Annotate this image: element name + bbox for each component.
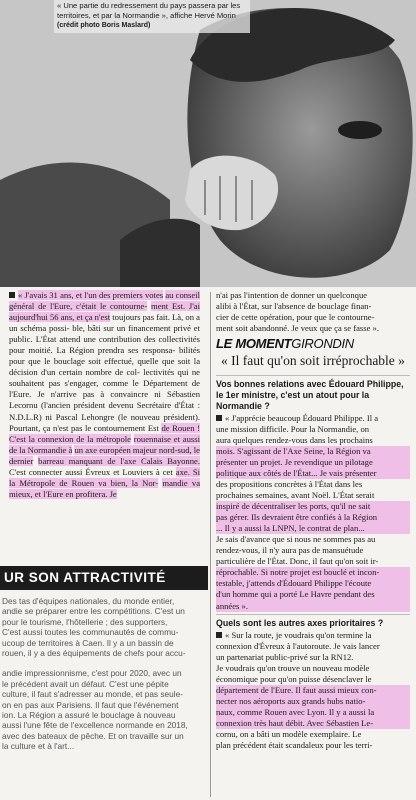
text-line: connexion d'Évreux à l'autoroute. Je vais lancer — [216, 640, 380, 651]
text-line: lectivités qui ne souhaitent pas s'engager, — [9, 367, 200, 389]
text-line: mandie va mieux, et l'Eure en profitera. Je — [9, 477, 201, 499]
text-line: testable, j'attends d'Édouard Philippe l'écoute — [216, 578, 410, 589]
text-line: ion. La Région a assuré le bouclage à nouveau — [2, 710, 176, 721]
text-line: aura quelques rendez-vous dans les prochains — [216, 434, 373, 445]
text-line: plan précédent était scandaleux pour les terri- — [216, 740, 373, 751]
text-line: des propositions concrètes à l'État dans les — [216, 479, 363, 490]
text-line: rouennaise et aussi de la Normandie à — [9, 433, 200, 455]
question-heading: Quels sont les autres axes prioritaires ? — [216, 614, 410, 629]
text-line: comme le Département de l'Eure. Je n'arrive — [9, 378, 200, 400]
rubric-part-2: GIRONDIN — [291, 336, 354, 352]
text-line: département de l'Eure. Il faut aussi mieux con- — [216, 685, 410, 696]
text-line: bilités pour que le bouclage soit effectué, quelle — [9, 345, 200, 367]
caption-text: « Une partie du redressement du pays passera par les territoires, et par la Normandie », affiche Hervé Morin — [57, 1, 241, 20]
text-line: président devenu Secrétaire d'État : N.D.L.R) — [9, 400, 200, 422]
rubric-part-1: LE MOMENT — [216, 336, 292, 352]
text-line: on en pas aux Parisiens. Il faut que l'événement — [2, 699, 179, 710]
text-line: C'est aussi toutes les communautés de commu- — [2, 627, 179, 638]
text-line: particulière de l'État. Donc, il faut qu'on soit ir- — [216, 556, 379, 567]
text-line: la culture et à l'art... — [2, 741, 75, 752]
text-line: pour moitié. La Région prendra ses responsa- — [9, 345, 176, 356]
text-line: que soit la décision d'un certain nombre de col- — [9, 356, 201, 378]
text-line: un axe européen majeur nord-sud, le dernier — [9, 444, 200, 466]
text-line: d'un homme qui a porté Le Havre pendant des — [216, 589, 410, 600]
text-line: pas gérer. Ils devraient être confiés à la Région — [216, 512, 410, 523]
pull-quote: « Il faut qu'on soit irréprochable » — [221, 353, 405, 369]
text-line: présenter un projet. Je revendique un pilotage — [216, 457, 410, 468]
text-line: ment Est. J'ai aujourd'hui 56 ans, et ça n'est — [9, 301, 200, 323]
text-line: necter nos aéroports aux grands hubs natio- — [216, 696, 410, 707]
text-line: de Rouen ! C'est la connexion de la métropole — [9, 422, 200, 444]
text-line — [216, 413, 410, 424]
bullet-square-icon — [216, 415, 222, 421]
question-heading: Vos bonnes relations avec Édouard Philippe, le 1er ministre, c'est un atout pour la Normandie ? — [216, 375, 410, 412]
text-line: connexion très haut débit. Avec Sébastien Le- — [216, 718, 410, 729]
article-right-column — [214, 290, 414, 800]
text-line: Des tas d'équipes nationales, du monde entier, — [2, 596, 175, 606]
text-line: culture, il faut s'adresser au monde, et pas seule- — [2, 689, 183, 700]
text-line: prochaines semaines, avant Noël. L'État serait — [216, 490, 375, 501]
photo-credit: (crédit photo Boris Maslard) — [57, 22, 151, 29]
text-line: rendez-vous, il n'y aura pas de mansuétude — [216, 545, 364, 556]
text-line: inspiré de décentraliser les ports, qu'il ne sait — [216, 501, 410, 512]
text-line: Je sais d'avance que si nous ne sommes pas au — [216, 534, 376, 545]
portrait-illustration — [0, 0, 416, 287]
text-line: pas à convaincre ni Sébastien Lecornu (l'ancien — [9, 389, 200, 411]
text-line: naux, comme Rouen avec Lyon. Il y a aussi la — [216, 707, 410, 718]
text-line: andie impressionnisme, c'est pour 2020, avec un — [2, 668, 182, 679]
text-line: réprochable. Si notre projet est bouclé et incon- — [216, 567, 410, 578]
spacer — [2, 658, 202, 668]
left-paragraph — [9, 290, 200, 500]
text-line: le précédent avait un défaut. C'est une pépite — [2, 678, 169, 689]
text-line: une mission difficile. Pour la Normandie, on — [216, 423, 370, 434]
text-line-content: « Sur la route, je voudrais qu'on termine la — [225, 629, 372, 640]
text-line: économique pour qu'on puisse désenclaver le — [216, 673, 372, 684]
text-line: andie se préparer entre les compétitions. C'est un — [2, 606, 185, 617]
text-line: aussi l'une fête de l'excellence normande en 2018, — [2, 720, 188, 731]
text-line — [216, 630, 410, 641]
text-line: pour le tourisme, l'hôtellerie ; des supporters, — [2, 616, 168, 627]
text-line: n'ai pas l'intention de donner un quelconque — [216, 290, 368, 300]
section-banner: UR SON ATTRACTIVITÉ — [0, 566, 208, 590]
text-line: ble, bâti sur un financement privé et public. — [9, 323, 200, 345]
text-line: cornu, on a bâti un modèle exemplaire. Le — [216, 729, 362, 739]
text-line-content: « J'apprécie beaucoup Édouard Philippe. Il a — [225, 412, 379, 423]
text-line: barreau manquant de l'axe Calais Bayonne. — [38, 455, 200, 466]
text-line: L'État attend une contribution des collectivités — [35, 334, 200, 345]
text-line: un partenariat public-privé sur la RN12. — [216, 651, 354, 662]
bullet-square-icon — [9, 292, 15, 298]
text-line: rouen, il y a des équipements de chefs pour accu- — [2, 648, 186, 659]
section-rubric — [216, 336, 410, 352]
text-line: mois. S'agissant de l'Axe Seine, la Région va — [216, 446, 410, 457]
portrait-photo — [0, 0, 416, 287]
text-line: au conseil général de l'Eure, c'était le contourne- — [9, 290, 200, 312]
text-line: axe. Si la Métropole de Rouen va bien, la Nor- — [9, 466, 200, 488]
text-line: « J'avais 31 ans, et l'un des premiers votes — [18, 290, 164, 300]
article-left-column — [0, 290, 206, 560]
text-line: avec des bateaux de pêche. Et on travaille sur un — [2, 730, 184, 741]
text-line: toujours pas fait. Là, on a un schéma possi- — [9, 312, 200, 334]
answer-block — [216, 630, 410, 752]
text-line: ... Il y a aussi la LNPN, le contrat de plan... — [216, 523, 410, 534]
text-line: années ». — [216, 601, 410, 612]
photo-caption — [54, 0, 250, 33]
text-line: ment soit abandonné. Je veux que ça se fasse ». — [216, 323, 379, 334]
text-line: C'est connecter aussi Évreux et Louviers à cet — [9, 466, 173, 477]
bullet-square-icon — [216, 632, 222, 638]
text-line: Je voudrais qu'on trouve un nouveau modèle — [216, 662, 370, 673]
answer-block — [216, 413, 410, 612]
text-line: ucoup de territoires à Caen. Il y a un bassin de — [2, 637, 174, 648]
column-divider — [210, 292, 211, 797]
text-line: cier de cette opération, pour que le contourne- — [216, 312, 375, 323]
text-line: Pourtant, ça n'est pas le contournement Est — [9, 422, 159, 433]
text-line: ni Pascal Lehongre (le nouveau président). — [45, 411, 200, 422]
text-line: politique aux côtés de l'État... Je vais présenter — [216, 468, 410, 479]
text-line: alibi à l'État, sur l'absence de bouclage finan- — [216, 301, 372, 312]
article-left-bottom — [0, 596, 206, 800]
